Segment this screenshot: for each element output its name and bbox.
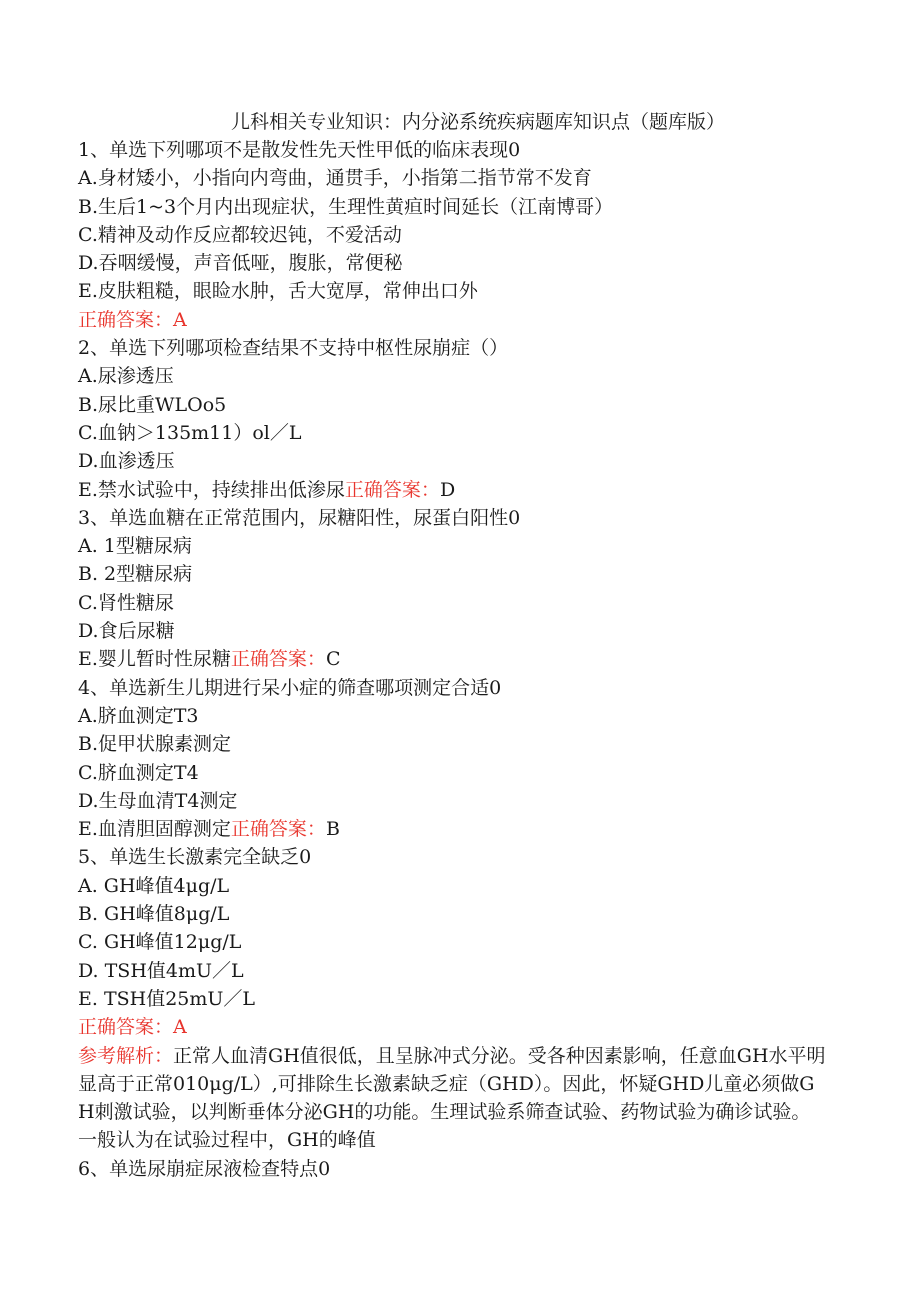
option-e: E.婴儿暂时性尿糖 [78, 648, 231, 671]
analysis-paragraph [78, 1042, 826, 1155]
option-c: C.脐血测定T4 [78, 761, 199, 784]
answer-label: 正确答案： [78, 308, 174, 331]
option-a: A.脐血测定T3 [78, 704, 199, 727]
option-d: D.吞咽缓慢，声音低哑，腹胀，常便秘 [78, 252, 403, 275]
option-a: A.尿渗透压 [78, 365, 174, 388]
analysis-text: 正常人血清GH值很低，且呈脉冲式分泌。受各种因素影响，任意血GH水平明显高于正常010μg/L）,可排除生长激素缺乏症（GHD）。因此，怀疑GHD儿童必须做GH刺激试验，以判断垂体分泌GH的功能。生理试验系筛查试验、药物试验为确诊试验。一般认为在试验过程中，GH的峰值 [78, 1044, 826, 1152]
option-c: C.精神及动作反应都较迟钝，不爱活动 [78, 223, 402, 246]
option-b: B. 2型糖尿病 [78, 563, 193, 586]
option-d: D.生母血清T4测定 [78, 789, 238, 812]
analysis-label: 参考解析： [78, 1044, 174, 1067]
option-a: A. GH峰值4μg/L [78, 874, 230, 897]
option-e: E.皮肤粗糙，眼睑水肿，舌大宽厚，常伸出口外 [78, 280, 478, 303]
option-e: E. TSH值25mU／L [78, 987, 256, 1010]
option-b: B.尿比重WLOo5 [78, 393, 227, 416]
question-stem: 5、单选生长激素完全缺乏0 [78, 846, 312, 869]
question-stem: 3、单选血糖在正常范围内，尿糖阳性，尿蛋白阳性0 [78, 506, 521, 529]
option-e-with-answer [78, 645, 838, 673]
option-e: E.血清胆固醇测定 [78, 818, 231, 841]
option-b: B.生后1~3个月内出现症状，生理性黄疸时间延长（江南博哥） [78, 195, 614, 218]
answer-line [78, 1013, 838, 1041]
option-d: D.食后尿糖 [78, 620, 175, 643]
answer-line [78, 306, 838, 334]
option-a: A. 1型糖尿病 [78, 535, 192, 558]
option-b: B.促甲状腺素测定 [78, 733, 232, 756]
option-c: C.肾性糖尿 [78, 591, 174, 614]
question-stem: 1、单选下列哪项不是散发性先天性甲低的临床表现0 [78, 139, 521, 161]
option-d: D.血渗透压 [78, 450, 175, 473]
question-stem: 4、单选新生儿期进行呆小症的筛查哪项测定合适0 [78, 676, 502, 699]
answer-label: 正确答案： [78, 1016, 174, 1039]
option-e-with-answer [78, 476, 838, 504]
option-b: B. GH峰值8μg/L [78, 903, 230, 926]
answer-label: 正确答案： [230, 818, 326, 841]
option-c: C.血钠＞135m11）ol／L [78, 421, 302, 444]
option-a: A.身材矮小，小指向内弯曲，通贯手，小指第二指节常不发育 [78, 167, 592, 190]
answer-value: A [173, 1016, 187, 1039]
option-c: C. GH峰值12μg/L [78, 931, 242, 954]
answer-label: 正确答案： [344, 478, 440, 501]
option-d: D. TSH值4mU／L [78, 959, 244, 982]
question-stem: 2、单选下列哪项检查结果不支持中枢性尿崩症（） [78, 337, 509, 360]
answer-value: A [173, 308, 187, 331]
answer-label: 正确答案： [230, 648, 326, 671]
document-body [78, 108, 838, 1183]
option-e-with-answer [78, 815, 838, 843]
page-title: 儿科相关专业知识：内分泌系统疾病题库知识点（题库版） [230, 111, 725, 133]
question-stem: 6、单选尿崩症尿液检查特点0 [78, 1157, 331, 1180]
answer-value: B [325, 818, 340, 841]
answer-value: C [325, 648, 341, 671]
answer-value: D [439, 478, 456, 501]
option-e: E.禁水试验中，持续排出低渗尿 [78, 478, 345, 501]
